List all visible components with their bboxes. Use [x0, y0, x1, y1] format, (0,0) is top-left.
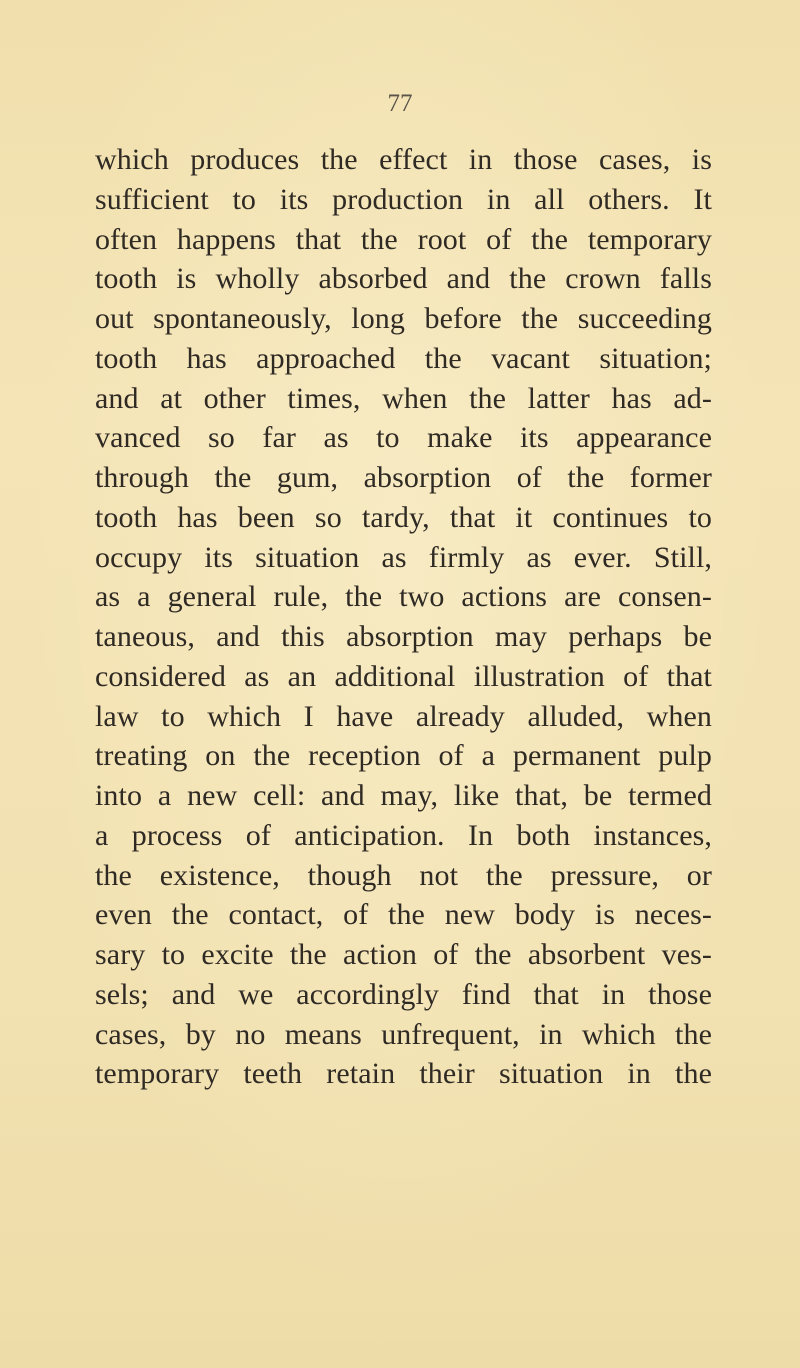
text-line: as a general rule, the two actions are consen- [95, 580, 712, 614]
text-line: taneous, and this absorption may perhaps be [95, 620, 712, 653]
text-line: a process of anticipation. In both instances, [95, 818, 712, 852]
text-line: tooth has approached the vacant situation; [95, 341, 712, 375]
text-line: tooth has been so tardy, that it continues to [95, 500, 712, 534]
text-line: out spontaneously, long before the succeeding [95, 302, 712, 335]
text-line: considered as an additional illustration of that [95, 659, 712, 693]
text-line: sels; and we accordingly find that in those [95, 977, 712, 1011]
text-line: into a new cell: and may, like that, be termed [95, 779, 712, 812]
text-line: and at other times, when the latter has ad- [95, 381, 712, 415]
text-line: sary to excite the action of the absorbent ves- [95, 938, 712, 971]
text-line: vanced so far as to make its appearance [95, 421, 712, 455]
text-line: which produces the effect in those cases, is [95, 143, 712, 176]
text-line: cases, by no means unfrequent, in which the [95, 1017, 712, 1051]
text-line: often happens that the root of the temporary [95, 222, 712, 256]
body-text [95, 140, 712, 1094]
text-line: treating on the reception of a permanent pulp [95, 739, 712, 773]
text-line: through the gum, absorption of the former [95, 461, 712, 494]
text-line: sufficient to its production in all others. It [95, 182, 712, 216]
text-line: temporary teeth retain their situation in the [95, 1057, 712, 1091]
text-line: tooth is wholly absorbed and the crown falls [95, 262, 712, 296]
text-line: occupy its situation as firmly as ever. Still, [95, 540, 712, 574]
text-line: law to which I have already alluded, when [95, 699, 712, 733]
page-number: 77 [387, 90, 413, 117]
text-line: even the contact, of the new body is neces- [95, 898, 712, 932]
text-line: the existence, though not the pressure, or [95, 858, 712, 892]
